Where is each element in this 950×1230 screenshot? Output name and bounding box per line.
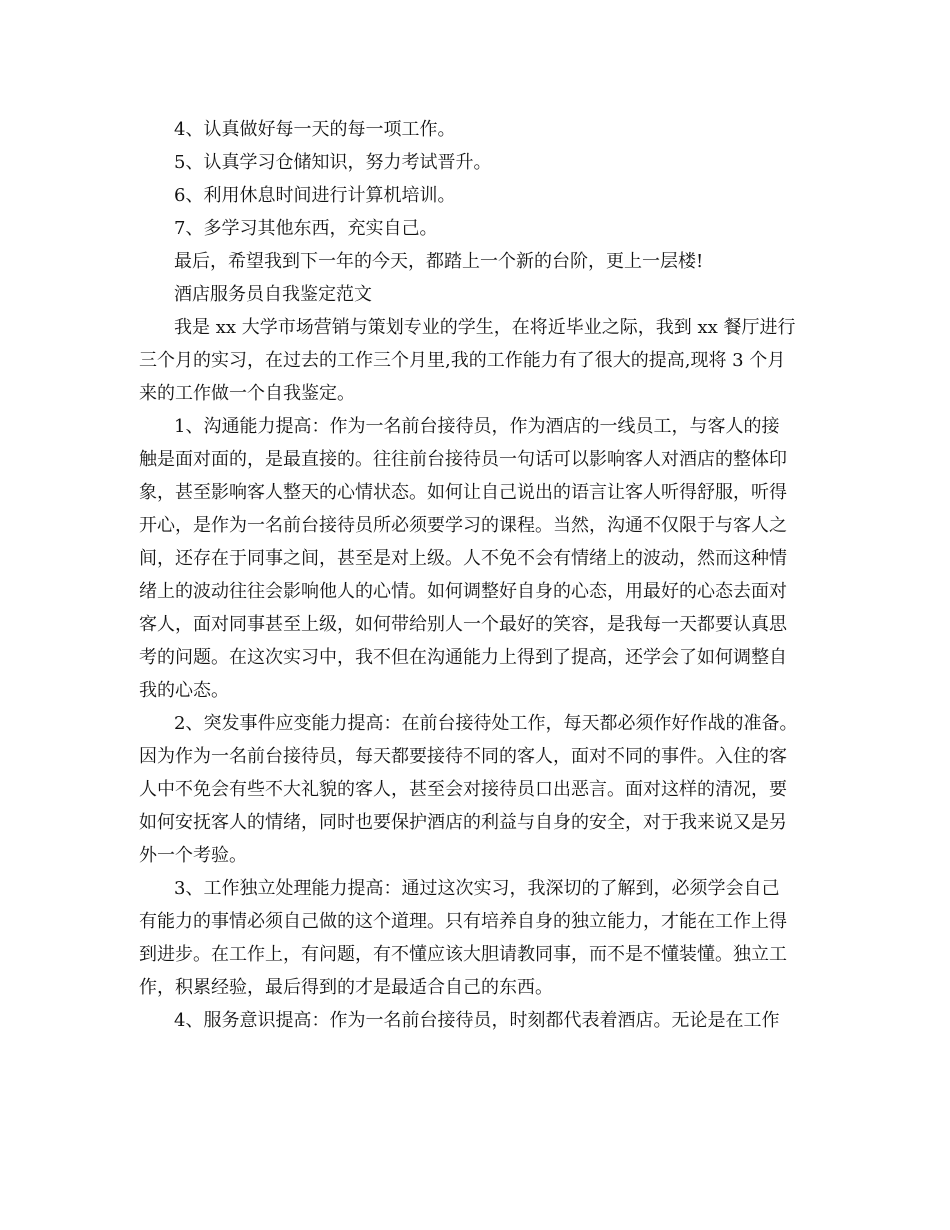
text-line: 6、利用休息时间进行计算机培训。 bbox=[174, 185, 456, 206]
text-line: 触是面对面的，是最直接的。往往前台接待员一句话可以影响客人对酒店的整体印 bbox=[139, 449, 787, 470]
text-line: 最后，希望我到下一年的今天，都踏上一个新的台阶，更上一层楼! bbox=[174, 251, 704, 272]
text-line: 来的工作做一个自我鉴定。 bbox=[139, 383, 355, 404]
text-line: 因为作为一名前台接待员，每天都要接待不同的客人，面对不同的事件。入住的客 bbox=[139, 746, 787, 767]
text-line: 4、认真做好每一天的每一项工作。 bbox=[174, 119, 456, 140]
text-line: 外一个考验。 bbox=[139, 845, 247, 866]
text-line: 我是 xx 大学市场营销与策划专业的学生，在将近毕业之际，我到 xx 餐厅进行 bbox=[174, 317, 796, 338]
text-line: 7、多学习其他东西，充实自己。 bbox=[174, 218, 438, 239]
text-line: 到进步。在工作上，有问题，有不懂应该大胆请教同事，而不是不懂装懂。独立工 bbox=[139, 944, 787, 965]
text-line: 象，甚至影响客人整天的心情状态。如何让自己说出的语言让客人听得舒服，听得 bbox=[139, 482, 787, 503]
text-line: 考的问题。在这次实习中，我不但在沟通能力上得到了提高，还学会了如何调整自 bbox=[139, 647, 787, 668]
text-line: 5、认真学习仓储知识，努力考试晋升。 bbox=[174, 152, 492, 173]
text-line: 作，积累经验，最后得到的才是最适合自己的东西。 bbox=[139, 977, 553, 998]
text-line: 间，还存在于同事之间，甚至是对上级。人不免不会有情绪上的波动，然而这种情 bbox=[139, 548, 787, 569]
text-line: 2、突发事件应变能力提高：在前台接待处工作，每天都必须作好作战的准备。 bbox=[174, 713, 798, 734]
text-line: 客人，面对同事甚至上级，如何带给别人一个最好的笑容，是我每一天都要认真思 bbox=[139, 614, 787, 635]
text-line: 三个月的实习，在过去的工作三个月里,我的工作能力有了很大的提高,现将 3 个月 bbox=[139, 350, 786, 371]
document-body bbox=[139, 113, 839, 1037]
text-line: 3、工作独立处理能力提高：通过这次实习，我深切的了解到，必须学会自己 bbox=[174, 878, 780, 899]
section-title: 酒店服务员自我鉴定范文 bbox=[174, 284, 372, 305]
text-line: 我的心态。 bbox=[139, 680, 229, 701]
text-line: 人中不免会有些不大礼貌的客人，甚至会对接待员口出恶言。面对这样的清况，要 bbox=[139, 779, 787, 800]
text-line: 1、沟通能力提高：作为一名前台接待员，作为酒店的一线员工，与客人的接 bbox=[174, 416, 780, 437]
text-line: 4、服务意识提高：作为一名前台接待员，时刻都代表着酒店。无论是在工作 bbox=[174, 1010, 780, 1031]
text-line: 有能力的事情必须自己做的这个道理。只有培养自身的独立能力，才能在工作上得 bbox=[139, 911, 787, 932]
text-line: 开心，是作为一名前台接待员所必须要学习的课程。当然，沟通不仅限于与客人之 bbox=[139, 515, 787, 536]
text-line: 如何安抚客人的情绪，同时也要保护酒店的利益与自身的安全，对于我来说又是另 bbox=[139, 812, 787, 833]
text-line: 绪上的波动往往会影响他人的心情。如何调整好自身的心态，用最好的心态去面对 bbox=[139, 581, 787, 602]
